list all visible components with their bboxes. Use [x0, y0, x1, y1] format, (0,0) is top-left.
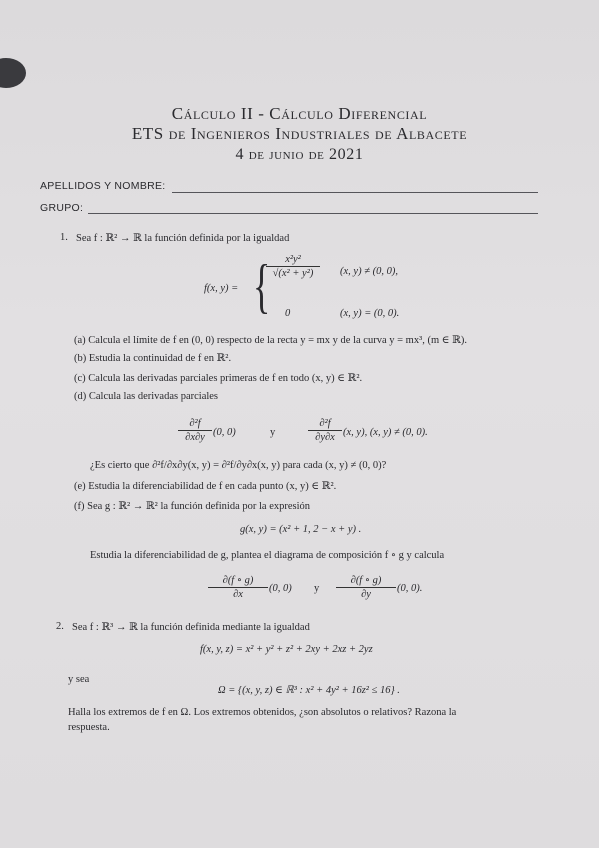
d-question: ¿Es cierto que ∂²f/∂x∂y(x, y) = ∂²f/∂y∂x(x, y) para cada (x, y) ≠ (0, 0)? [90, 460, 387, 471]
d-fraction-2 [308, 418, 342, 443]
f-task: Estudia la diferenciabilidad de g, plantea el diagrama de composición f ∘ g y calcula [90, 550, 445, 561]
comp-den-1: ∂x [233, 589, 243, 600]
d-fraction-1 [178, 418, 212, 443]
name-line[interactable] [172, 192, 538, 193]
omega-definition: Ω = {(x, y, z) ∈ ℝ³ : x² + 4y² + 16z² ≤ 16} . [218, 685, 400, 696]
comp-and: y [314, 583, 320, 594]
problem-2-number: 2. [56, 621, 64, 632]
f-lhs: f(x, y) = [204, 283, 239, 294]
case2-value: 0 [285, 308, 291, 319]
d-num-1: ∂²f [189, 418, 201, 429]
d-and: y [270, 427, 276, 438]
y-sea: y sea [68, 674, 90, 685]
item-e: (e) Estudia la diferenciabilidad de f en cada punto (x, y) ∈ ℝ². [74, 481, 337, 492]
case1-denominator: √(x² + y²) [272, 268, 314, 279]
d-den-2: ∂y∂x [315, 432, 335, 443]
problem-1-intro: Sea f : ℝ² → ℝ la función definida por la igualdad [76, 233, 290, 244]
item-f: (f) Sea g : ℝ² → ℝ² la función definida por la expresión [74, 501, 311, 512]
group-line[interactable] [88, 213, 538, 214]
item-b: (b) Estudia la continuidad de f en ℝ². [74, 353, 232, 364]
name-label: APELLIDOS Y NOMBRE: [40, 180, 166, 192]
problem-2-task-line2: respuesta. [68, 722, 110, 733]
d-num-2: ∂²f [319, 418, 331, 429]
problem-2-intro: Sea f : ℝ³ → ℝ la función definida mediante la igualdad [72, 622, 310, 633]
exam-date: 4 de junio de 2021 [235, 146, 364, 163]
d-arg-1: (0, 0) [213, 427, 236, 438]
problem-2-task-line1: Halla los extremos de f en Ω. Los extremos obtenidos, ¿son absolutos o relativos? Razona la [68, 707, 457, 718]
item-d: (d) Calcula las derivadas parciales [74, 391, 219, 402]
exam-title: Cálculo II - Cálculo Diferencial [171, 104, 428, 123]
f3-definition: f(x, y, z) = x² + y² + z² + 2xy + 2xz + 2yz [200, 644, 373, 655]
item-c: (c) Calcula las derivadas parciales primeras de f en todo (x, y) ∈ ℝ². [74, 373, 363, 384]
problem-1-number: 1. [60, 232, 68, 243]
d-arg-2: (x, y), (x, y) ≠ (0, 0). [343, 427, 428, 438]
school-name: ETS de Ingenieros Industriales de Albacete [131, 124, 468, 143]
case1-numerator: x²y² [285, 254, 301, 265]
ink-blot [0, 58, 26, 88]
case2-condition: (x, y) = (0, 0). [340, 308, 400, 319]
comp-fraction-1 [208, 574, 268, 600]
d-den-1: ∂x∂y [185, 432, 205, 443]
comp-arg-1: (0, 0) [269, 583, 292, 594]
g-definition: g(x, y) = (x² + 1, 2 − x + y) . [240, 524, 362, 535]
comp-num-2: ∂(f ∘ g) [350, 575, 382, 586]
comp-fraction-2 [336, 574, 396, 600]
piecewise-brace: { [253, 253, 271, 319]
item-a: (a) Calcula el límite de f en (0, 0) respecto de la recta y = mx y de la curva y = mx³, (m ∈ ℝ). [74, 335, 468, 346]
comp-num-1: ∂(f ∘ g) [222, 575, 254, 586]
case1-fraction [266, 254, 320, 279]
case1-condition: (x, y) ≠ (0, 0), [340, 266, 398, 277]
group-label: GRUPO: [40, 202, 84, 214]
comp-den-2: ∂y [361, 589, 371, 600]
comp-arg-2: (0, 0). [397, 583, 423, 594]
